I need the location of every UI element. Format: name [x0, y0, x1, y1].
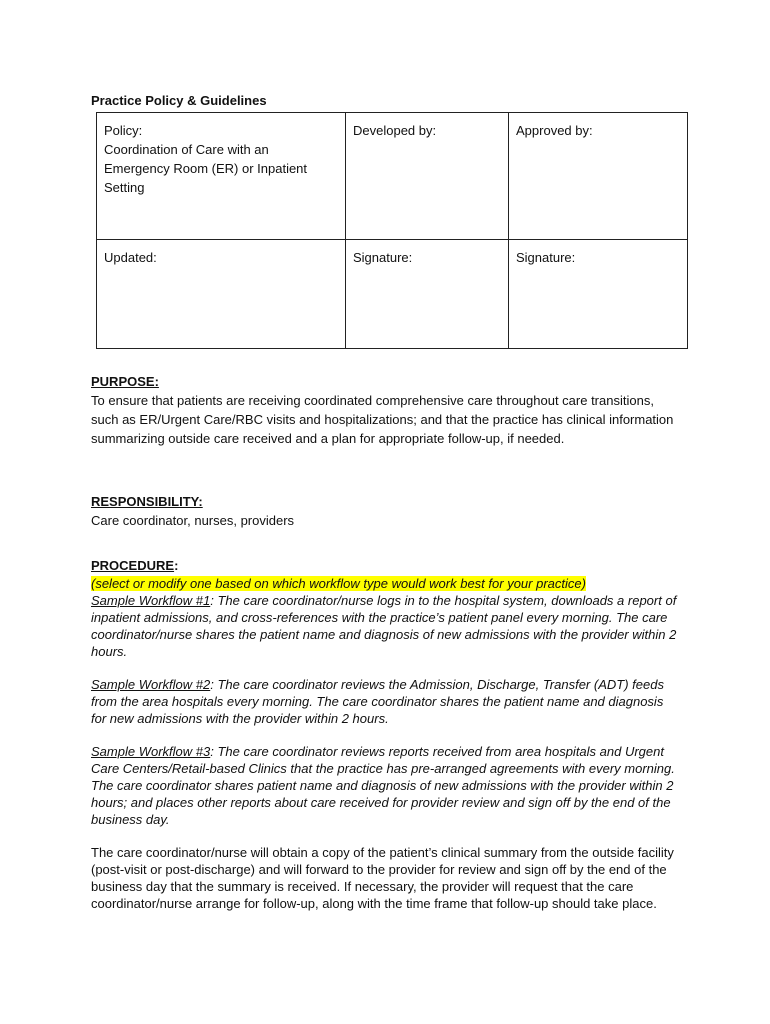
signature-label: Signature:: [353, 250, 413, 265]
workflow-3-text: : The care coordinator reviews reports received from area hospitals and Urgent Care Centers/Retail-based Clinics that the practice has pre-arranged agreements with every morning. The care coordinator shares patient name and diagnosis of new admissions with the provider within 2 hours; and places other reports about care received for provider review and sign off by the end of the business day.: [91, 744, 675, 827]
procedure-heading-colon: :: [174, 558, 179, 573]
updated-cell: [97, 240, 346, 349]
responsibility-section: [91, 492, 681, 530]
signature-label: Signature:: [516, 250, 576, 265]
signature-cell-approver: [509, 240, 688, 349]
policy-value: Coordination of Care with an Emergency Room (ER) or Inpatient Setting: [104, 142, 308, 195]
approved-by-label: Approved by:: [516, 123, 593, 138]
policy-cell: [97, 113, 346, 240]
procedure-closing-text: The care coordinator/nurse will obtain a copy of the patient’s clinical summary from the outside facility (post-visit or post-discharge) and will forward to the provider for review and sign off by the end of the business day that the summary is received. If necessary, the provider will request that the care coordinator/nurse arrange for follow-up, along with the time frame that follow-up should take place.: [91, 845, 674, 911]
workflow-3-label: Sample Workflow #3: [91, 744, 211, 759]
workflow-1-text: : The care coordinator/nurse logs in to the hospital system, downloads a report of inpatient admissions, and cross-references with the practice’s patient panel every morning. The care coordinator/nurse shares the patient name and diagnosis of new admissions with the provider within 2 hours.: [91, 593, 677, 659]
signature-cell-developer: [346, 240, 509, 349]
purpose-heading: PURPOSE:: [91, 374, 159, 389]
approved-by-cell: [509, 113, 688, 240]
purpose-section: [91, 372, 681, 448]
workflow-3: [91, 743, 681, 828]
policy-label: Policy:: [104, 123, 143, 138]
policy-info-table: [96, 112, 688, 349]
responsibility-heading: RESPONSIBILITY:: [91, 494, 203, 509]
workflow-1-label: Sample Workflow #1: [91, 593, 211, 608]
purpose-text: To ensure that patients are receiving coordinated comprehensive care throughout care transitions, such as ER/Urgent Care/RBC visits and hospitalizations; and that the practice has clinical information summarizing outside care received and a plan for appropriate follow-up, if needed.: [91, 393, 674, 446]
workflow-2-label: Sample Workflow #2: [91, 677, 211, 692]
procedure-heading: PROCEDURE: [91, 558, 175, 573]
responsibility-text: Care coordinator, nurses, providers: [91, 513, 295, 528]
developed-by-label: Developed by:: [353, 123, 437, 138]
workflow-1: [91, 592, 681, 660]
document-title: Practice Policy & Guidelines: [91, 93, 267, 108]
procedure-section: [91, 556, 681, 912]
procedure-instruction-highlight: (select or modify one based on which workflow type would work best for your practice): [91, 576, 586, 591]
updated-label: Updated:: [104, 250, 157, 265]
workflow-2-text: : The care coordinator reviews the Admission, Discharge, Transfer (ADT) feeds from the area hospitals every morning. The care coordinator shares the patient name and diagnosis for new admissions with the provider within 2 hours.: [91, 677, 664, 726]
workflow-2: [91, 676, 681, 727]
developed-by-cell: [346, 113, 509, 240]
